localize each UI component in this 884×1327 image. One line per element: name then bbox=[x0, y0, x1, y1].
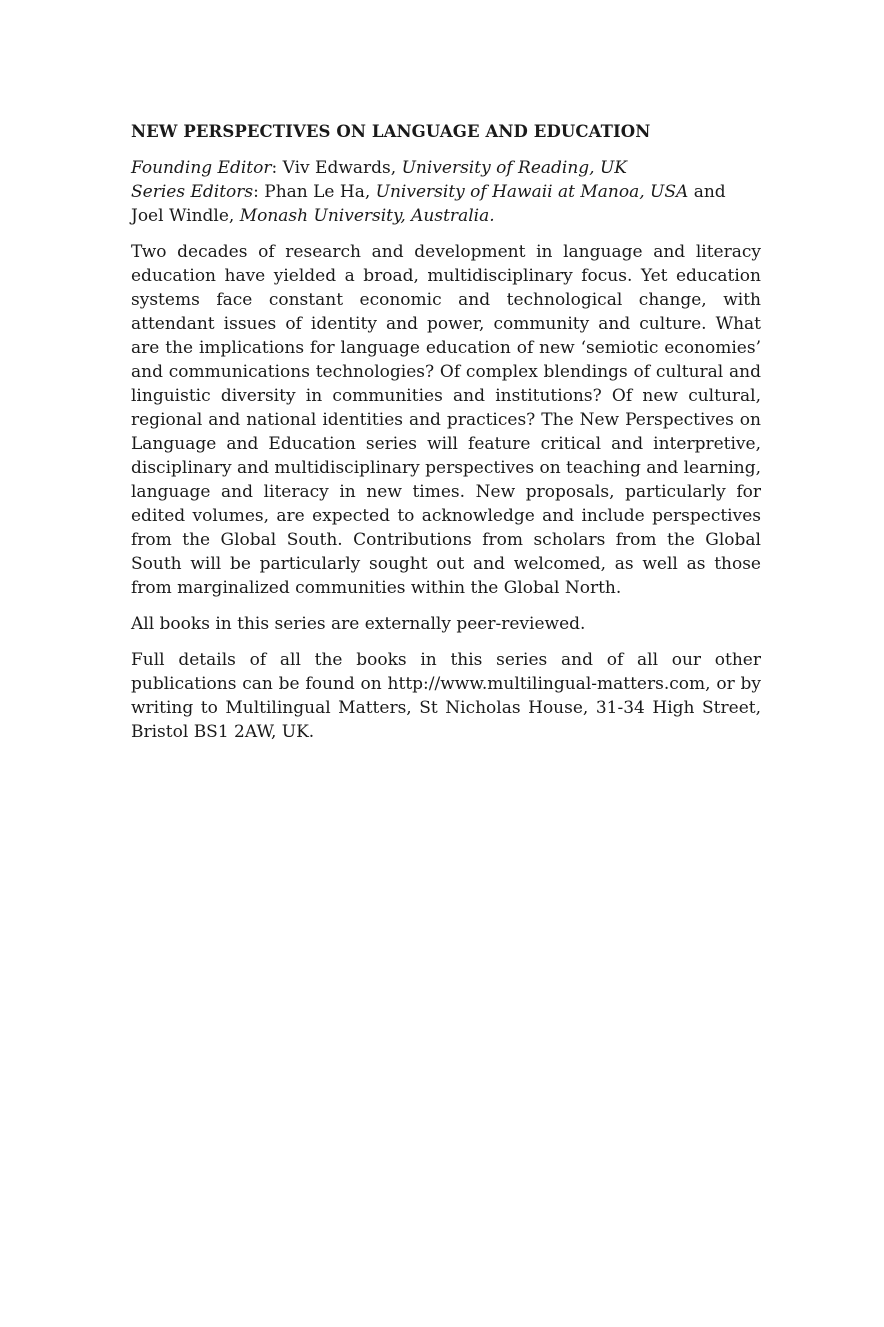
founding-editor-sep: : bbox=[271, 158, 283, 178]
series-page bbox=[131, 120, 761, 756]
series-editor-2-name: Joel Windle, bbox=[131, 206, 240, 226]
series-editor-1-name: Phan Le Ha, bbox=[264, 182, 376, 202]
founding-editor-line bbox=[131, 156, 761, 180]
publisher-details: Full details of all the books in this series and of all our other publications can be found on http://www.multilingual-matters.com, or by writing to Multilingual Matters, St Nicholas House, 31-34 High Street, Bristol BS1 2AW, UK. bbox=[131, 650, 761, 742]
series-editors-line bbox=[131, 180, 761, 228]
series-editors-and: and bbox=[688, 182, 726, 202]
series-editor-1-affiliation: University of Hawaii at Manoa, USA bbox=[375, 182, 689, 202]
series-editor-2-affiliation: Monash University, Australia. bbox=[239, 206, 495, 226]
peer-review-note: All books in this series are externally peer-reviewed. bbox=[131, 614, 586, 634]
founding-editor-name: Viv Edwards, bbox=[282, 158, 402, 178]
series-title: NEW PERSPECTIVES ON LANGUAGE AND EDUCATION bbox=[131, 122, 651, 141]
editors-block bbox=[131, 156, 761, 228]
series-editors-label: Series Editors bbox=[131, 182, 254, 202]
series-editors-sep: : bbox=[253, 182, 265, 202]
founding-editor-affiliation: University of Reading, UK bbox=[401, 158, 627, 178]
series-description: Two decades of research and development in language and literacy education have yielded a broad, multidisciplinary focus. Yet education systems face constant economic and technological change, with attendant issues of identity and power, community and culture. What are the implications for language education of new ‘semiotic economies’ and communications technologies? Of complex blendings of cultural and linguistic diversity in communities and institutions? Of new cultural, regional and national identities and practices? The New Perspectives on Language and Education series will feature critical and interpretive, disciplinary and multidisciplinary perspectives on teaching and learning, language and literacy in new times. New proposals, particularly for edited volumes, are expected to acknowledge and include perspectives from the Global South. Contributions from scholars from the Global South will be particularly sought out and welcomed, as well as those from marginalized communities within the Global North. bbox=[131, 242, 761, 598]
founding-editor-label: Founding Editor bbox=[131, 158, 272, 178]
